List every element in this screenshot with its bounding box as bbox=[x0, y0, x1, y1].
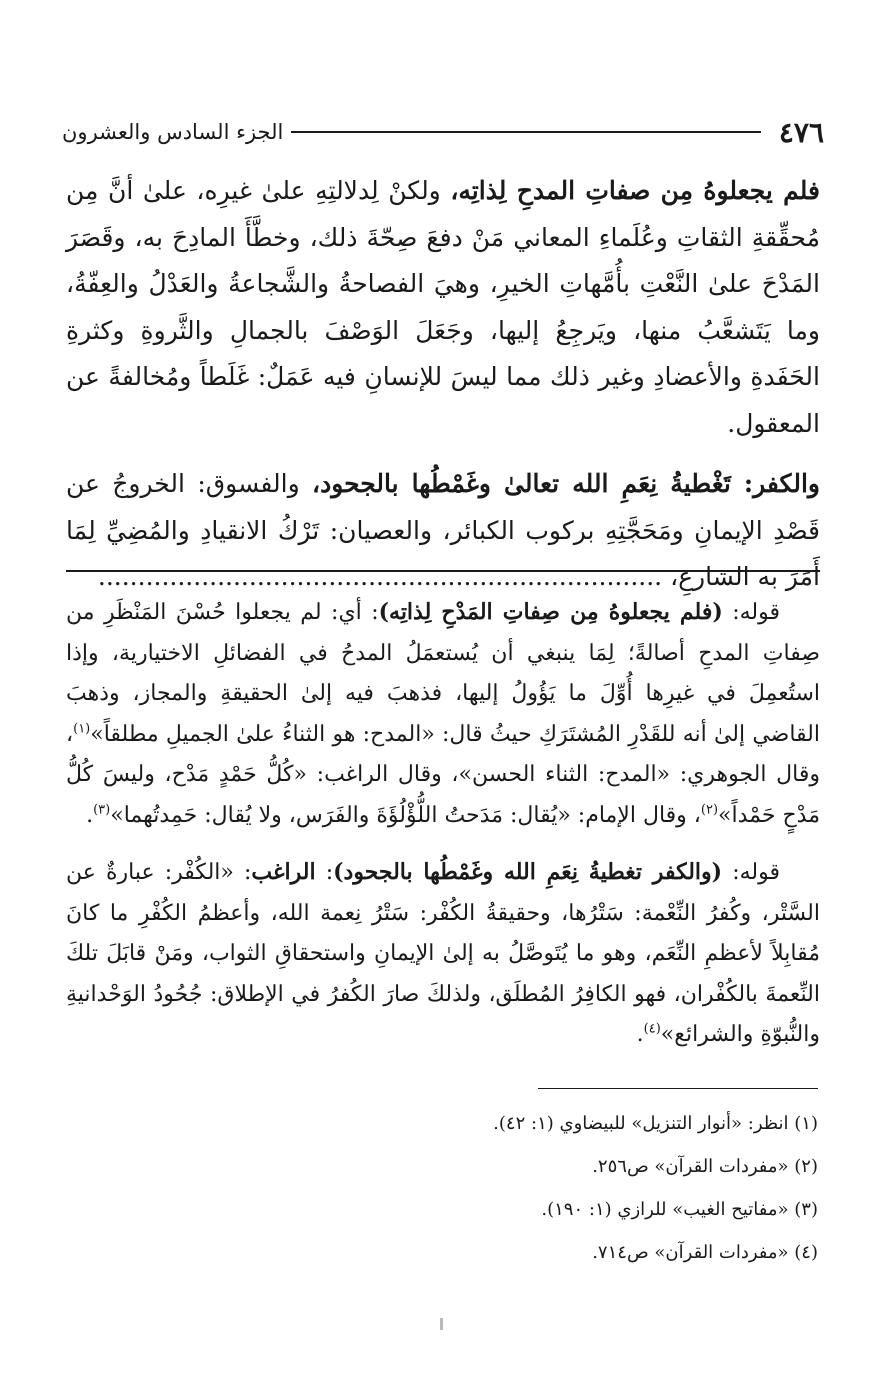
page-center-mark bbox=[440, 1318, 443, 1330]
main-paragraph bbox=[66, 461, 820, 601]
main-paragraph bbox=[66, 168, 820, 447]
continuation-dots: ....................................................................... bbox=[97, 562, 671, 591]
footnote-ref: (٤) bbox=[643, 1021, 661, 1037]
footnote-ref: (٢) bbox=[700, 802, 719, 818]
main-lemma: والكفر: تَغْطيةُ نِعَمِ الله تعالىٰ وغَمْطُها بالجحود، bbox=[312, 469, 820, 498]
footnote-divider bbox=[538, 1088, 818, 1089]
main-paragraph-text: ولكنْ لِدلالتِهِ علىٰ غيرِه، علىٰ أنَّ مِن مُحقِّقةِ الثقاتِ وعُلَماءِ المعاني مَنْ دفعَ صِحّةَ ذلك، وخطَّأَ المادِحَ به، وقَصَرَ المَدْحَ علىٰ النَّعْتِ بأُمَّهاتِ الخيرِ، وهيَ الفصاحةُ والشَّجاعةُ والعَدْلُ والعِفّةُ، وما يَتَشعَّبُ منها، ويَرجِعُ إليها، وجَعَلَ الوَصْفَ بالجمالِ والثَّروةِ وكثرةِ الحَفَدةِ والأعضادِ وغير ذلك مما ليسَ للإنسانِ فيه عَمَلٌ: غَلَطاً ومُخالفةً عن المعقول. bbox=[66, 176, 820, 438]
running-title: الجزء السادس والعشرون bbox=[62, 120, 284, 144]
commentary-lead: قوله: bbox=[722, 860, 780, 885]
commentary-text: . bbox=[636, 1022, 644, 1047]
commentary-text: : أي: لم يجعلوا حُسْنَ المَنْظَرِ من صِفاتِ المدحِ أصالةً؛ لِمَا ينبغي أن يُستعمَلُ المدحُ في الفضائلِ الاختيارية، وإذا استُعمِلَ في غيرِها أُوِّلَ ما يَؤُولُ إليها، فذهبَ فيه إلىٰ الحقيقةِ والمجاز، وذهبَ القاضي إلىٰ أنه للقَدْرِ المُشتَرَكِ حيثُ قال: «المدح: هو الثناءُ علىٰ الجميلِ مطلقاً» bbox=[66, 600, 820, 747]
main-paragraph-text: والفسوق: الخروجُ عن قَصْدِ الإيمانِ ومَحَجَّتِهِ بركوب الكبائر، والعصيان: تَرْكُ الانقيادِ والمُضِيِّ لِمَا أَمَرَ به الشارعِ، bbox=[66, 469, 820, 591]
main-text bbox=[66, 168, 820, 601]
footnote: (٤) «مفردات القرآن» ص٧١٤. bbox=[592, 1242, 818, 1263]
commentary-text: . bbox=[86, 802, 94, 828]
footnote-ref: (٣) bbox=[93, 802, 111, 818]
commentary-source: الراغب bbox=[251, 859, 316, 885]
commentary-paragraph bbox=[66, 592, 820, 836]
footnote-ref: (١) bbox=[73, 721, 91, 737]
commentary-text: ، وقال الإمام: «يُقال: مَدَحتُ اللُّؤْلُؤَةَ والفَرَس، ولا يُقال: حَمِدتُهما» bbox=[110, 802, 701, 828]
main-lemma: فلم يجعلوهُ مِن صفاتِ المدحِ لِذاتِه، bbox=[450, 176, 820, 205]
commentary-text: : «الكُفْر: عبارةٌ عن السَّتْر، وكُفرُ النِّعْمة: سَتْرُها، وحقيقةُ الكُفْر: سَتْرُ نِعمة الله، وأعظمُ الكُفْرِ ما كانَ مُقابِلاً لأعظمِ النِّعَم، وهو ما يُتَوصَّلُ به إلىٰ الإيمانِ واستحقاقِ الثواب، ومَنْ قابَلَ تلكَ النِّعمةَ بالكُفْران، فهو الكافِرُ المُطلَق، ولذلكَ صارَ الكُفرُ في الإطلاق: جُحُودُ الوَحْدانيةِ والنُّبوّةِ والشرائع» bbox=[66, 860, 821, 1047]
commentary-text: : bbox=[315, 860, 334, 885]
commentary-lemma: (فلم يجعلوهُ مِن صِفاتِ المَدْحِ لِذاتِه) bbox=[378, 599, 723, 625]
header-rule bbox=[291, 131, 761, 133]
footnotes bbox=[66, 1102, 818, 1274]
main-text-divider bbox=[66, 570, 820, 572]
commentary-lemma: (والكفر تغطيةُ نِعَمِ الله وغَمْطُها بالجحود) bbox=[333, 859, 723, 885]
commentary-lead: قوله: bbox=[722, 600, 780, 625]
footnote: (١) انظر: «أنوار التنزيل» للبيضاوي (١: ٤٢). bbox=[493, 1113, 818, 1134]
page-header bbox=[62, 112, 824, 152]
footnote: (٢) «مفردات القرآن» ص٢٥٦. bbox=[592, 1156, 818, 1177]
footnote: (٣) «مفاتيح الغيب» للرازي (١: ١٩٠). bbox=[541, 1199, 818, 1220]
commentary-paragraph bbox=[66, 852, 820, 1056]
commentary-text: ، وقال الجوهري: «المدح: الثناء الحسن»، وقال الراغب: «كُلُّ حَمْدٍ مَدْح، وليسَ كُلُّ مَدْحٍ حَمْداً» bbox=[66, 721, 820, 828]
page-number: ٤٧٦ bbox=[778, 115, 824, 149]
commentary-section bbox=[66, 592, 820, 1056]
